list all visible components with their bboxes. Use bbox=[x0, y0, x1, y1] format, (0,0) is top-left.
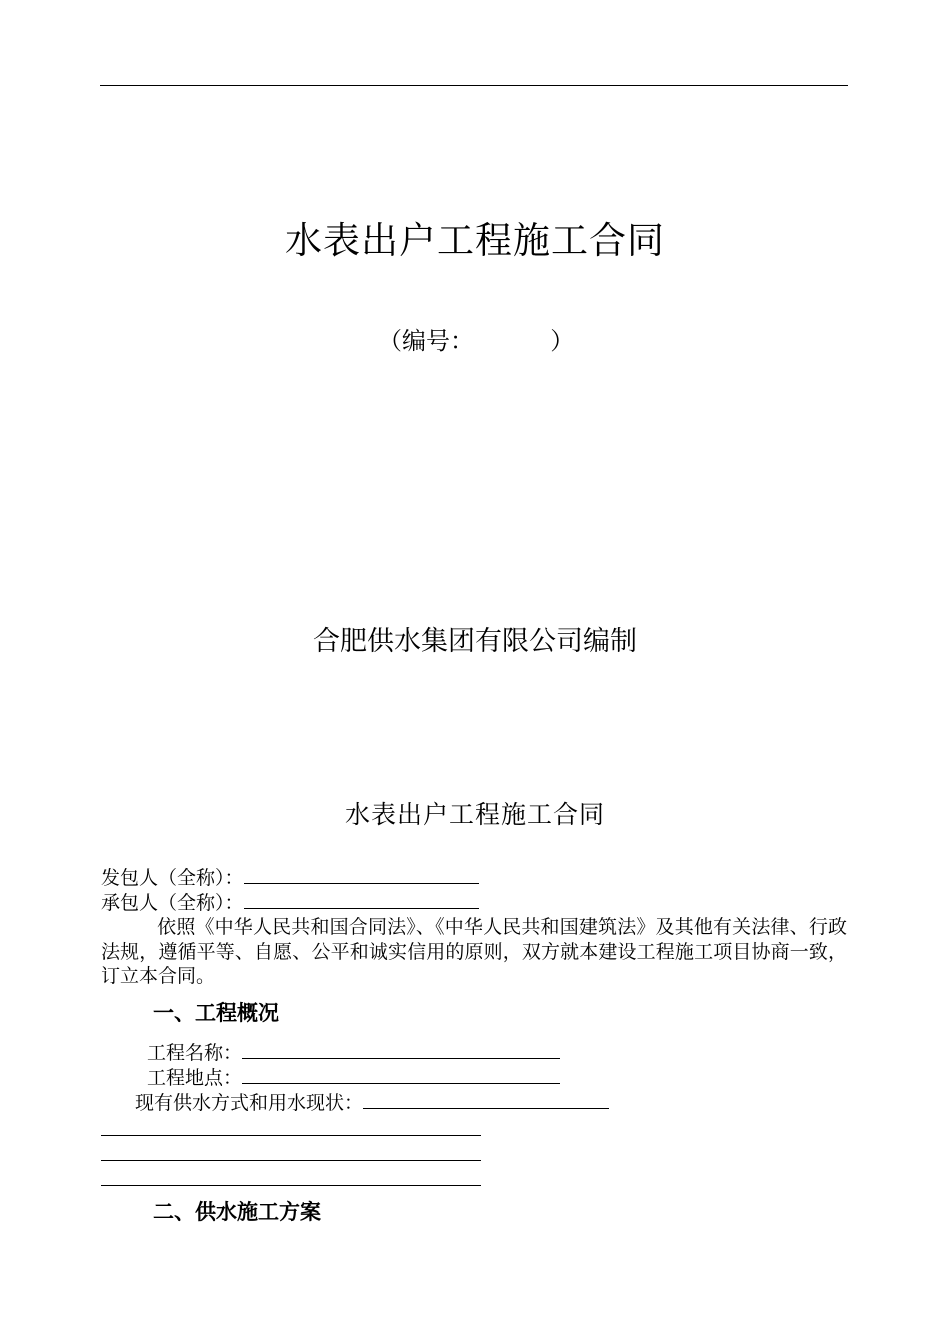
contractor-label: 承包人（全称）： bbox=[101, 892, 244, 914]
project-location-label: 工程地点： bbox=[147, 1067, 243, 1089]
section-2-heading: 二、供水施工方案 bbox=[153, 1200, 321, 1224]
contractor-line bbox=[101, 890, 479, 916]
preamble-paragraph bbox=[101, 915, 847, 989]
blank-line-1[interactable] bbox=[101, 1135, 481, 1136]
project-location-blank[interactable] bbox=[242, 1065, 560, 1084]
project-name-line bbox=[147, 1040, 560, 1066]
current-status-label: 现有供水方式和用水现状： bbox=[135, 1092, 364, 1114]
contract-number: （编号： ） bbox=[378, 327, 575, 355]
preamble-text: 依照《中华人民共和国合同法》、《中华人民共和国建筑法》及其他有关法律、行政法规，遵循平等、自愿、公平和诚实信用的原则，双方就本建设工程施工项目协商一致，订立本合同。 bbox=[101, 916, 847, 987]
contractor-blank[interactable] bbox=[244, 890, 479, 909]
project-location-line bbox=[147, 1065, 560, 1091]
blank-line-3[interactable] bbox=[101, 1185, 481, 1186]
compiler-line: 合肥供水集团有限公司编制 bbox=[313, 626, 637, 657]
project-name-blank[interactable] bbox=[242, 1040, 560, 1059]
blank-line-2[interactable] bbox=[101, 1160, 481, 1161]
employer-blank[interactable] bbox=[244, 865, 479, 884]
employer-label: 发包人（全称）： bbox=[101, 867, 244, 889]
section-1-heading: 一、工程概况 bbox=[153, 1001, 279, 1025]
employer-line bbox=[101, 865, 479, 891]
current-status-line bbox=[135, 1090, 609, 1116]
body-title: 水表出户工程施工合同 bbox=[344, 800, 605, 829]
cover-title: 水表出户工程施工合同 bbox=[285, 219, 665, 262]
current-status-blank[interactable] bbox=[363, 1090, 609, 1109]
header-rule bbox=[100, 85, 848, 86]
project-name-label: 工程名称： bbox=[147, 1042, 243, 1064]
